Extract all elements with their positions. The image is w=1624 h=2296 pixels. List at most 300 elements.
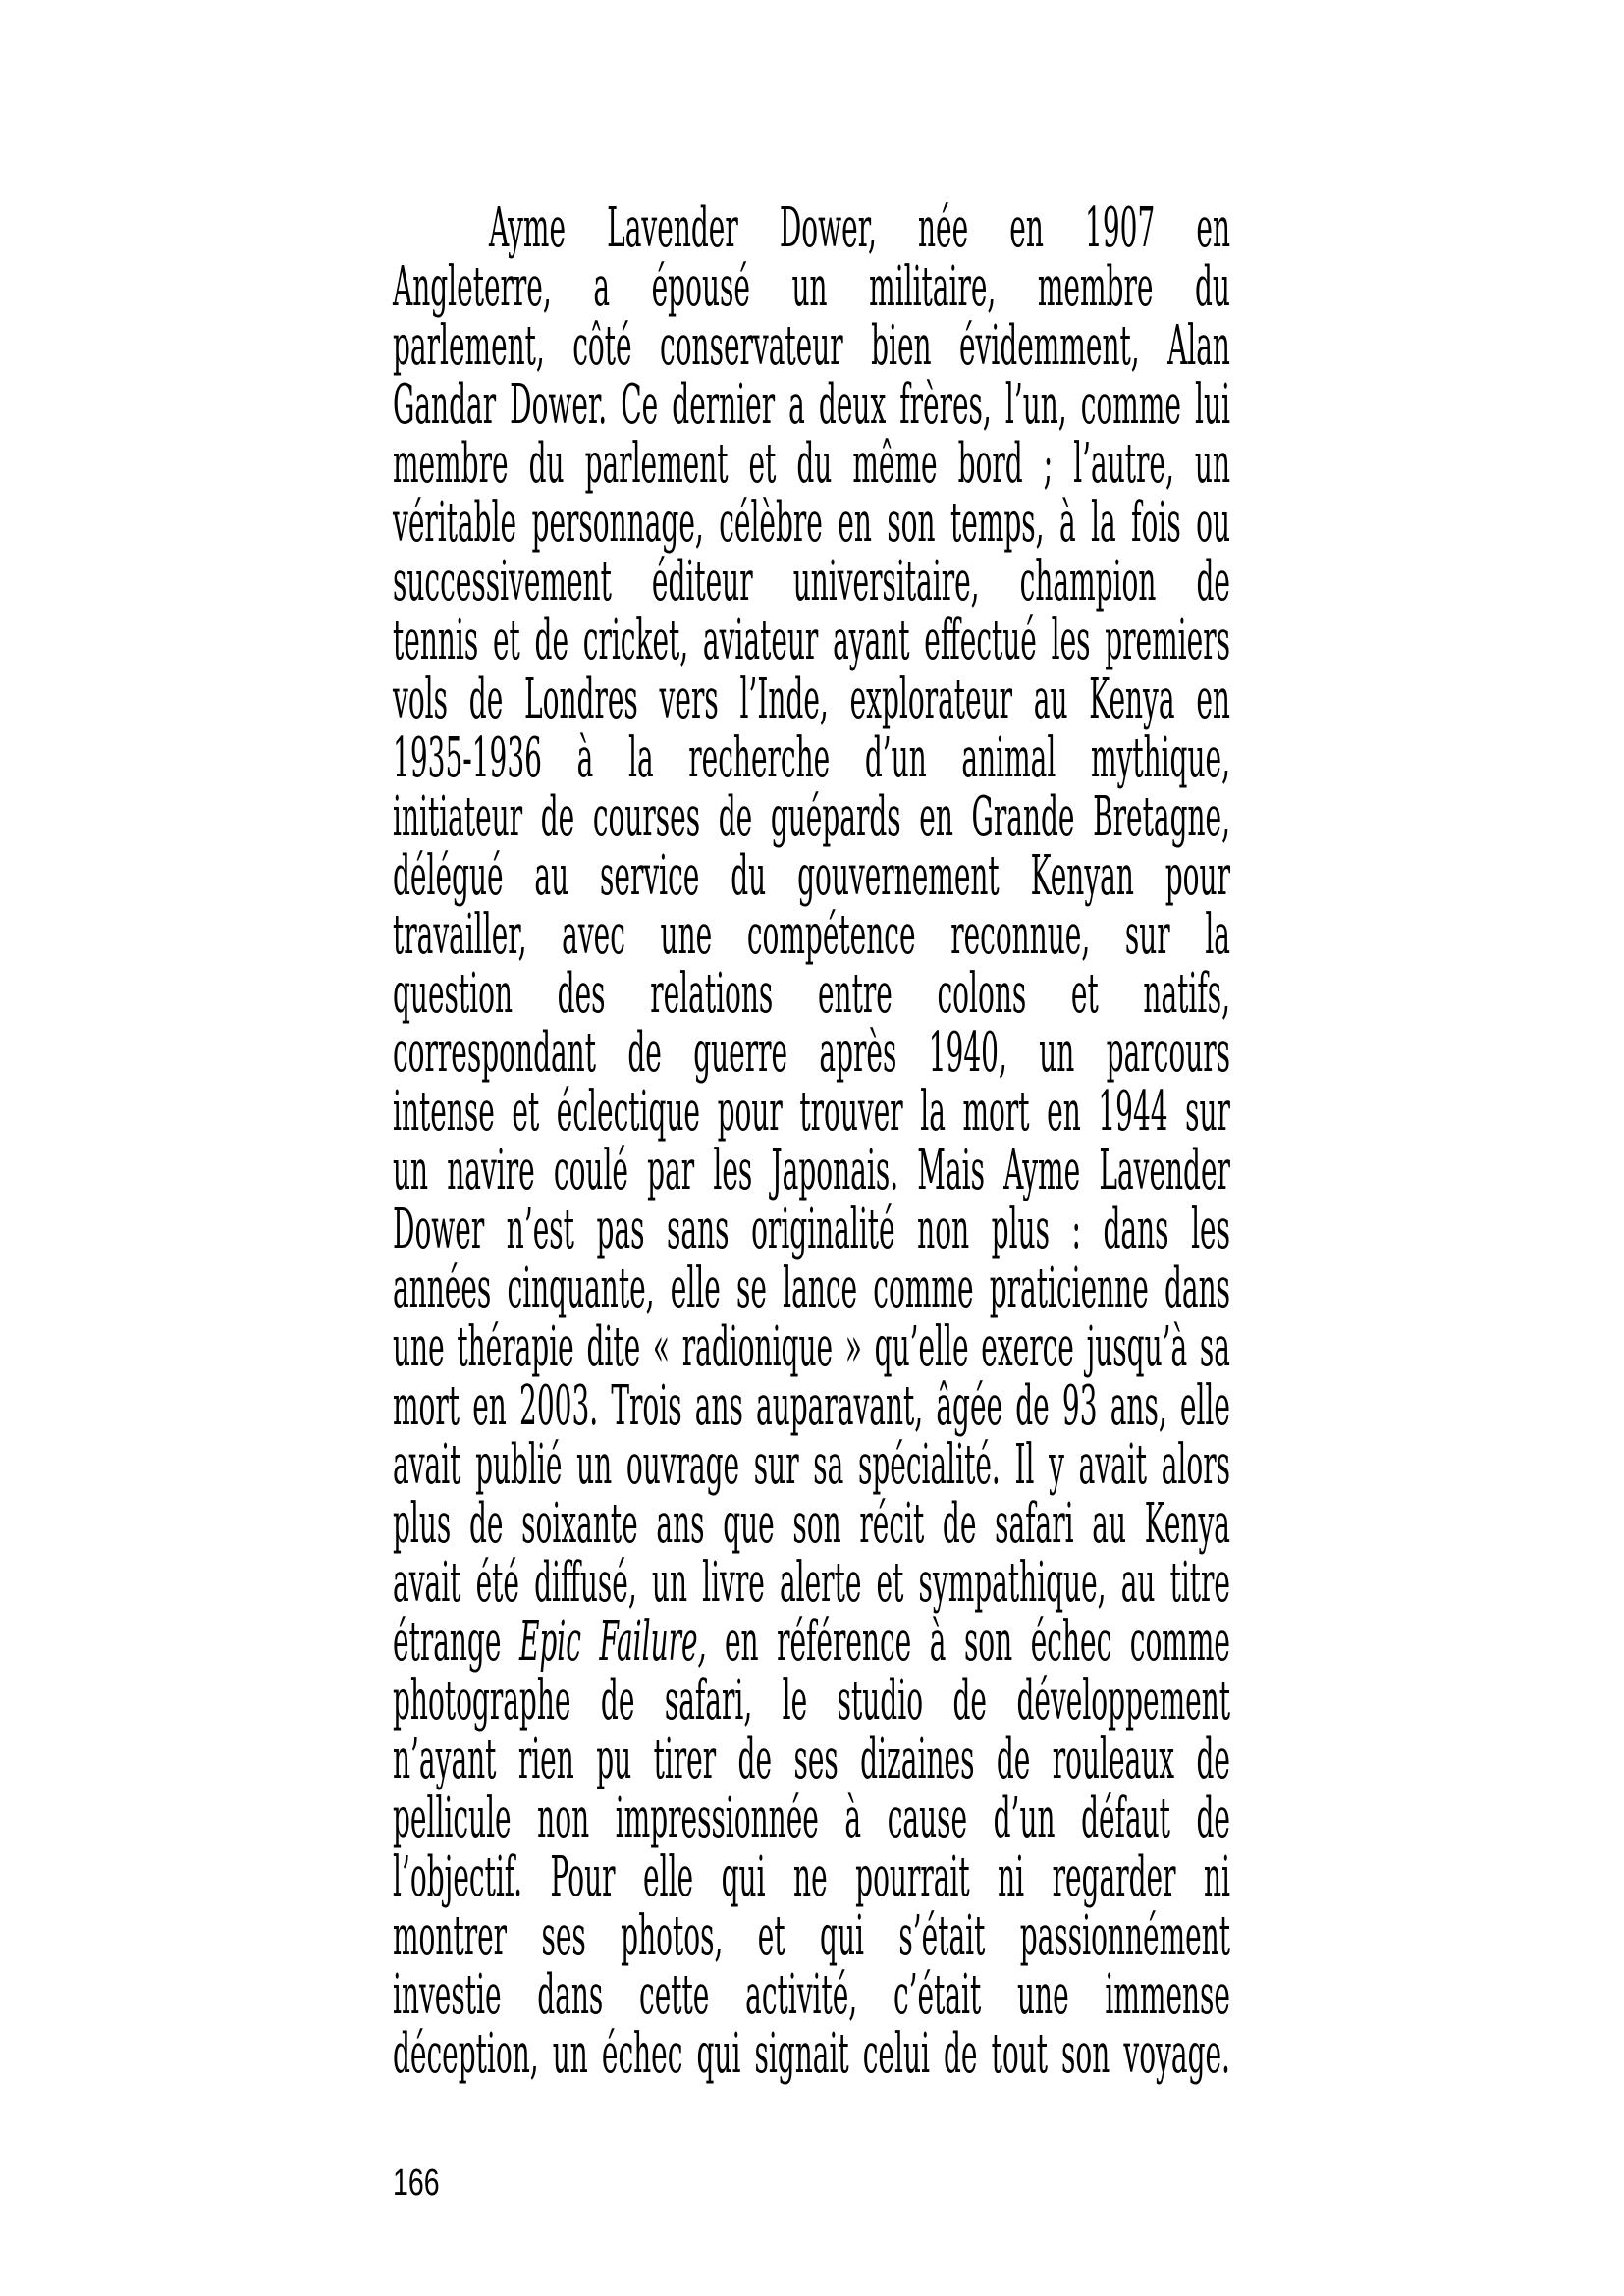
text-line	[393, 1433, 1230, 1497]
word: un	[576, 1433, 613, 1497]
word: les	[1191, 1198, 1230, 1261]
word: ans	[656, 1492, 705, 1556]
word: en	[1009, 196, 1044, 260]
word: entre	[817, 962, 893, 1026]
word: auparavant,	[756, 1374, 924, 1438]
word: Kenyan	[1030, 844, 1134, 908]
word: pour	[717, 1080, 783, 1144]
word: s’était	[898, 1904, 986, 1968]
word: un	[552, 2022, 588, 2086]
word: effectué	[924, 609, 1037, 672]
text-line	[393, 667, 1230, 731]
word: ses	[793, 1728, 839, 1791]
word: elle	[643, 1845, 694, 1909]
word: même	[852, 432, 938, 496]
word: deux	[818, 373, 887, 437]
word: la	[1205, 903, 1230, 967]
word: «	[652, 1315, 671, 1379]
word: natifs,	[1143, 962, 1230, 1026]
word: Angleterre,	[393, 255, 552, 319]
word: en	[1047, 1080, 1081, 1144]
word: qui	[696, 2022, 741, 2086]
word: courses	[592, 785, 701, 849]
text-line	[393, 1315, 1230, 1379]
word: tennis	[393, 609, 479, 672]
word: les	[713, 1139, 753, 1202]
word: Dower,	[779, 196, 877, 260]
word: cinquante,	[507, 1256, 655, 1320]
word: Epic	[518, 1610, 581, 1674]
word: frères,	[899, 373, 992, 437]
word: service	[600, 844, 700, 908]
word: immense	[1105, 1963, 1230, 2027]
word: avec	[562, 903, 625, 967]
word: pour	[1164, 844, 1230, 908]
word: épousé	[651, 255, 750, 319]
word: Dower	[393, 1198, 485, 1261]
word: ouvrage	[625, 1433, 740, 1497]
word: de	[534, 609, 569, 672]
word: titre	[1169, 1551, 1230, 1615]
word: d’un	[864, 726, 927, 790]
word: le	[782, 1669, 808, 1733]
word: celui	[862, 2022, 930, 2086]
word: éditeur	[651, 550, 753, 614]
word: l’objectif.	[393, 1845, 523, 1909]
text-line	[393, 255, 1230, 319]
word: passionnément	[1019, 1904, 1230, 1968]
word: son	[1061, 2022, 1110, 2086]
word: du	[528, 432, 565, 496]
word: et	[757, 1904, 785, 1968]
word: les	[1051, 609, 1091, 672]
word: mort	[962, 1080, 1030, 1144]
word: Mais	[917, 1139, 985, 1202]
word: pourrait	[855, 1845, 970, 1909]
word: en	[919, 785, 953, 849]
word: un	[1194, 432, 1230, 496]
word: correspondant	[393, 1021, 596, 1085]
word: de	[996, 1728, 1031, 1791]
word: dans	[1164, 1256, 1230, 1320]
word: dizaines	[860, 1728, 975, 1791]
word: ne	[793, 1845, 828, 1909]
word: »	[844, 1315, 862, 1379]
word: Lavender	[607, 196, 738, 260]
text-line	[393, 1139, 1230, 1202]
text-line	[393, 1198, 1230, 1261]
word: comme	[1129, 1610, 1230, 1674]
word: de	[737, 1728, 773, 1791]
text-line	[393, 785, 1230, 849]
word: 93	[1061, 1374, 1098, 1438]
text-line	[393, 844, 1230, 908]
word: Ayme	[1003, 1139, 1081, 1202]
word: ;	[1043, 432, 1054, 496]
word: un	[651, 1551, 687, 1615]
word: relations	[650, 962, 774, 1026]
word: travailler,	[393, 903, 527, 967]
word: la	[920, 1080, 946, 1144]
word: praticienne	[989, 1256, 1149, 1320]
word: a	[788, 373, 805, 437]
word: de	[944, 2022, 978, 2086]
word: ses	[541, 1904, 586, 1968]
word: exerce	[981, 1315, 1074, 1379]
word: avait	[393, 1433, 461, 1497]
word: de	[627, 1021, 662, 1085]
word: rouleaux	[1052, 1728, 1175, 1791]
text-line	[393, 1610, 1230, 1674]
word: comme	[873, 1256, 974, 1320]
word: à	[576, 726, 594, 790]
word: échec	[601, 2022, 683, 2086]
word: sa	[813, 1433, 844, 1497]
word: véritable	[393, 491, 517, 555]
text-line	[393, 1963, 1230, 2027]
word: recherche	[688, 726, 831, 790]
word: une	[660, 903, 713, 967]
word: délégué	[393, 844, 504, 908]
word: jusqu’à	[1086, 1315, 1188, 1379]
word: de	[718, 785, 753, 849]
word: Lavender	[1099, 1139, 1230, 1202]
word: radionique	[681, 1315, 834, 1379]
word: elle	[1179, 1374, 1230, 1438]
word: du	[731, 844, 767, 908]
text-line	[393, 1256, 1230, 1320]
word: parcours	[1106, 1021, 1230, 1085]
word: thérapie	[457, 1315, 574, 1379]
word: impressionnée	[615, 1787, 819, 1850]
word: n’ayant	[393, 1728, 497, 1791]
word: fois	[1131, 491, 1181, 555]
word: elle	[670, 1256, 721, 1320]
word: c’était	[893, 1963, 982, 2027]
word: voyage.	[1123, 2022, 1230, 2086]
word: temps,	[949, 491, 1045, 555]
word: publié	[475, 1433, 563, 1497]
text-line	[393, 1551, 1230, 1615]
word: en	[1196, 667, 1230, 731]
page-number: 166	[393, 2163, 440, 2204]
word: une	[1017, 1963, 1069, 2027]
word: évidemment,	[958, 314, 1140, 378]
word: du	[796, 432, 833, 496]
text-line	[393, 1021, 1230, 1085]
word: en	[1196, 196, 1230, 260]
word: ans,	[1110, 1374, 1167, 1438]
text-line	[393, 1492, 1230, 1556]
word: studio	[837, 1669, 924, 1733]
word: un	[1039, 1021, 1075, 1085]
word: mort	[393, 1374, 460, 1438]
word: ni	[998, 1845, 1025, 1909]
text-line	[393, 2022, 1230, 2086]
word: 1944	[1098, 1080, 1168, 1144]
word: du	[1195, 255, 1230, 319]
word: signait	[754, 2022, 849, 2086]
word: :	[1071, 1198, 1081, 1261]
text-line	[393, 373, 1230, 437]
word: pas	[596, 1198, 645, 1261]
word: sur	[1124, 903, 1170, 967]
text-line	[393, 550, 1230, 614]
word: une	[393, 1315, 445, 1379]
word: la	[627, 726, 654, 790]
word: en	[724, 1610, 759, 1674]
word: dans	[1103, 1198, 1169, 1261]
text-line	[393, 432, 1230, 496]
word: question	[393, 962, 513, 1026]
word: ans	[694, 1374, 743, 1438]
text-line	[393, 1374, 1230, 1438]
word: éclectique	[556, 1080, 700, 1144]
word: au	[1033, 667, 1068, 731]
word: née	[918, 196, 969, 260]
word: safari	[995, 1492, 1074, 1556]
word: 2003.	[519, 1374, 599, 1438]
word: à	[929, 1610, 947, 1674]
word: colons	[937, 962, 1027, 1026]
word: pu	[596, 1728, 632, 1791]
word: Gandar	[393, 373, 497, 437]
word: Ce	[621, 373, 659, 437]
word: y	[1049, 1433, 1064, 1497]
word: Il	[1014, 1433, 1035, 1497]
word: diffusé,	[534, 1551, 637, 1615]
word: d’un	[993, 1787, 1056, 1850]
word: en	[838, 491, 872, 555]
word: Bretagne,	[1093, 785, 1230, 849]
word: spécialité.	[857, 1433, 1001, 1497]
word: au	[1120, 1551, 1156, 1615]
word: en	[472, 1374, 507, 1438]
word: étrange	[393, 1610, 502, 1674]
word: plus	[991, 1198, 1050, 1261]
word: et	[492, 609, 520, 672]
word: Londres	[524, 667, 638, 731]
word: ni	[1203, 1845, 1230, 1909]
word: qui	[721, 1845, 766, 1909]
word: développement	[1016, 1669, 1230, 1733]
word: parlement,	[393, 314, 545, 378]
word: photos,	[621, 1904, 724, 1968]
word: pellicule	[393, 1787, 512, 1850]
word: militaire,	[869, 255, 997, 319]
word: comme	[1080, 373, 1181, 437]
body-text	[393, 196, 1230, 2086]
word: universitaire,	[792, 550, 980, 614]
word: récit	[859, 1492, 925, 1556]
word: Grande	[971, 785, 1075, 849]
word: bord	[957, 432, 1023, 496]
word: montrer	[393, 1904, 508, 1968]
text-line	[393, 903, 1230, 967]
word: été	[475, 1551, 519, 1615]
word: navire	[447, 1139, 535, 1202]
word: dans	[537, 1963, 604, 2027]
word: de	[952, 1669, 987, 1733]
word: ayant	[833, 609, 910, 672]
word: compétence	[746, 903, 916, 967]
word: Dower.	[510, 373, 608, 437]
word: tirer	[653, 1728, 717, 1791]
word: déception,	[393, 2022, 539, 2086]
word: vers	[659, 667, 719, 731]
word: n’est	[506, 1198, 574, 1261]
word: photographe	[393, 1669, 571, 1733]
word: alors	[1161, 1433, 1230, 1497]
word: membre	[393, 432, 509, 496]
word: personnage,	[531, 491, 704, 555]
word: de	[1196, 1787, 1230, 1850]
word: référence	[777, 1610, 912, 1674]
word: avait	[1078, 1433, 1148, 1497]
text-line	[393, 196, 1230, 260]
word: se	[736, 1256, 767, 1320]
word: au	[1092, 1492, 1126, 1556]
word: l’Inde,	[739, 667, 829, 731]
word: l’autre,	[1073, 432, 1174, 496]
word: de	[942, 1492, 977, 1556]
word: de	[600, 1669, 635, 1733]
word: livre	[702, 1551, 765, 1615]
text-line	[393, 1789, 1230, 1848]
word: après	[819, 1021, 897, 1085]
word: trouver	[799, 1080, 903, 1144]
word: son	[963, 1610, 1013, 1674]
word: lance	[783, 1256, 858, 1320]
word: ou	[1196, 491, 1230, 555]
word: Ayme	[489, 196, 567, 260]
word: son	[792, 1492, 841, 1556]
text-line	[393, 1080, 1230, 1144]
word: un	[393, 1139, 429, 1202]
word: âgée	[936, 1374, 1003, 1438]
word: Trois	[611, 1374, 682, 1438]
text-line	[393, 491, 1230, 555]
text-line	[393, 609, 1230, 672]
word: et	[1070, 962, 1099, 1026]
word: Kenya	[1144, 1492, 1230, 1556]
word: investie	[393, 1963, 502, 2027]
word: de	[1196, 550, 1230, 614]
text-line	[393, 1845, 1230, 1909]
word: champion	[1019, 550, 1157, 614]
word: bien	[871, 314, 932, 378]
word: de	[468, 667, 504, 731]
word: Japonais.	[771, 1139, 899, 1202]
word: successivement	[393, 550, 612, 614]
word: des	[557, 962, 606, 1026]
text-line	[393, 1669, 1230, 1733]
word: qui	[820, 1904, 864, 1968]
word: son	[887, 491, 936, 555]
word: vols	[393, 667, 448, 731]
word: plus	[393, 1492, 452, 1556]
word: à	[1058, 491, 1076, 555]
word: Pour	[550, 1845, 616, 1909]
word: par	[647, 1139, 695, 1202]
word: qu’elle	[874, 1315, 969, 1379]
word: gouvernement	[797, 844, 1000, 908]
word: de	[1015, 1374, 1050, 1438]
word: côté	[572, 314, 632, 378]
word: Kenya	[1089, 667, 1175, 731]
word: explorateur	[849, 667, 1013, 731]
text-line	[393, 1904, 1230, 1968]
word: sur	[753, 1433, 799, 1497]
word: sans	[667, 1198, 730, 1261]
word: cricket,	[582, 609, 689, 672]
word: sa	[1199, 1315, 1230, 1379]
word: aviateur	[702, 609, 819, 672]
word: alerte	[779, 1551, 862, 1615]
word: guépards	[770, 785, 901, 849]
word: coulé	[553, 1139, 628, 1202]
text-line	[393, 314, 1230, 378]
word: Failure,	[599, 1610, 707, 1674]
word: dite	[586, 1315, 641, 1379]
word: Alan	[1167, 314, 1230, 378]
word: à	[844, 1787, 862, 1850]
word: dernier	[672, 373, 776, 437]
word: que	[723, 1492, 775, 1556]
word: défaut	[1081, 1787, 1170, 1850]
word: soixante	[521, 1492, 638, 1556]
word: au	[534, 844, 569, 908]
word: années	[393, 1256, 492, 1320]
word: un	[791, 255, 828, 319]
word: activité,	[745, 1963, 858, 2027]
word: cette	[639, 1963, 710, 2027]
word: mythique,	[1090, 726, 1230, 790]
word: guerre	[693, 1021, 788, 1085]
word: rien	[517, 1728, 574, 1791]
word: avait	[393, 1551, 461, 1615]
word: de	[1196, 1728, 1230, 1791]
word: conservateur	[660, 314, 843, 378]
word: reconnue,	[950, 903, 1091, 967]
word: safari,	[664, 1669, 753, 1733]
word: et	[512, 1080, 540, 1144]
word: membre	[1037, 255, 1154, 319]
text-line	[393, 726, 1230, 790]
word: non	[537, 1787, 590, 1850]
word: cause	[887, 1787, 968, 1850]
word: de	[540, 785, 575, 849]
word: premiers	[1105, 609, 1230, 672]
word: échec	[1030, 1610, 1112, 1674]
word: et	[748, 432, 777, 496]
word: et	[876, 1551, 904, 1615]
word: 1935-1936	[393, 726, 542, 790]
word: 1907	[1085, 196, 1156, 260]
word: animal	[961, 726, 1056, 790]
word: tout	[991, 2022, 1048, 2086]
text-line	[393, 962, 1230, 1026]
word: non	[917, 1198, 970, 1261]
word: sympathique,	[918, 1551, 1107, 1615]
word: lui	[1195, 373, 1230, 437]
word: originalité	[751, 1198, 895, 1261]
word: a	[593, 255, 611, 319]
word: parlement	[584, 432, 729, 496]
word: la	[1091, 491, 1116, 555]
text-line	[393, 1728, 1230, 1791]
word: sur	[1185, 1080, 1230, 1144]
